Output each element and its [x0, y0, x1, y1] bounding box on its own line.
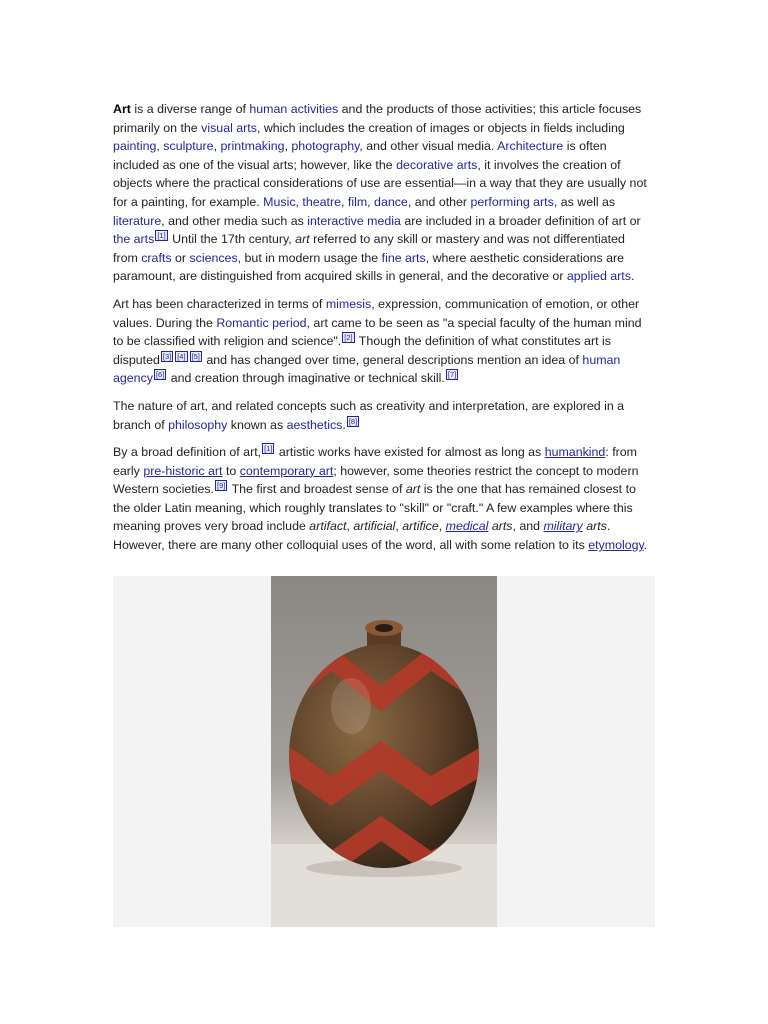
link-applied-arts[interactable]: applied arts: [566, 269, 631, 284]
link-sciences[interactable]: sciences: [189, 250, 238, 265]
text: is a diverse range of: [130, 102, 250, 116]
paragraph-4: [113, 443, 653, 555]
article-subject: Art: [113, 102, 131, 116]
citation-ref[interactable]: [9]: [217, 481, 226, 491]
text: to: [222, 463, 240, 478]
italic-text: artifice: [402, 519, 439, 534]
vessel-opening: [375, 624, 393, 632]
citation-ref[interactable]: [5]: [191, 351, 200, 361]
text: referred to any skill or mastery and was not differentiated from: [113, 232, 625, 265]
figure: [113, 576, 655, 927]
citation-ref[interactable]: [6]: [155, 370, 165, 380]
paragraph-3: [113, 397, 653, 434]
italic-text: art: [405, 482, 421, 497]
text: and the products of those activities; this article focuses primarily on the: [113, 102, 642, 135]
italic-text: artificial: [353, 519, 396, 534]
text: is the one that has remained closest to the older Latin meaning, which roughly translates to "skill" or "craft." A few examples where this meaning proves very broad include: [113, 482, 636, 534]
text: ,: [395, 519, 403, 534]
clay-vessel-image: [271, 576, 497, 927]
article-body: [113, 100, 653, 564]
text: are included in a broader definition of art or: [400, 213, 641, 228]
text: Art has been characterized in terms of: [113, 296, 326, 311]
text: Though the definition of what constitutes art is disputed: [113, 334, 611, 367]
link-music[interactable]: Music: [263, 194, 296, 209]
paragraph-1: [113, 100, 653, 286]
text: , expression, communication of emotion, or other values. During the: [113, 296, 640, 330]
link-sculpture[interactable]: sculpture: [163, 139, 214, 154]
link-the-arts[interactable]: the arts: [113, 232, 155, 247]
link-pre-historic-art[interactable]: pre-historic art: [143, 463, 223, 478]
text: , which includes the creation of images or objects in fields including: [256, 120, 625, 135]
text: : from early: [113, 445, 637, 478]
text: ,: [295, 194, 303, 209]
link-human-activities[interactable]: human activities: [249, 102, 339, 116]
link-printmaking[interactable]: printmaking: [220, 139, 285, 154]
text: is often included as one of the visual arts; however, like the: [113, 139, 607, 172]
link-theatre[interactable]: theatre: [302, 194, 341, 209]
italic-text: arts: [586, 519, 607, 534]
link-military[interactable]: military: [543, 519, 583, 534]
text: The nature of art, and related concepts such as creativity and interpretation, are explored in a branch of: [113, 398, 625, 432]
italic-text: artifact: [309, 519, 347, 534]
paragraph-2: [113, 295, 653, 388]
text: , where aesthetic considerations are paramount, are distinguished from acquired skills in general, and the decorative or: [113, 250, 625, 284]
citation-ref[interactable]: [4]: [177, 351, 186, 361]
text: The first and broadest sense of: [228, 482, 406, 497]
text: and creation through imaginative or technical skill.: [167, 371, 445, 386]
text: ,: [346, 519, 354, 534]
text: By a broad definition of art,: [113, 445, 262, 460]
text: , and other: [407, 194, 471, 209]
citation-ref[interactable]: [7]: [447, 370, 457, 380]
text: known as: [227, 417, 287, 432]
link-philosophy[interactable]: philosophy: [168, 417, 228, 432]
link-crafts[interactable]: crafts: [141, 250, 172, 265]
text: artistic works have existed for almost as long as: [275, 445, 545, 460]
text: , as well as: [553, 194, 616, 209]
link-performing-arts[interactable]: performing arts: [470, 194, 554, 209]
link-literature[interactable]: literature: [113, 213, 162, 228]
text: . However, there are many other colloquial uses of the word, all with some relation to its: [113, 519, 611, 553]
link-decorative-arts[interactable]: decorative arts: [396, 157, 478, 172]
text: , and other media such as: [161, 213, 308, 228]
text: ,: [284, 139, 292, 154]
citation-ref[interactable]: [3]: [162, 351, 172, 361]
link-humankind[interactable]: humankind: [544, 445, 606, 460]
link-visual-arts[interactable]: visual arts: [201, 120, 257, 135]
text: and has changed over time, general descriptions mention an idea of: [202, 352, 583, 367]
vessel-photo[interactable]: [271, 576, 497, 927]
link-medical[interactable]: medical: [445, 519, 489, 534]
text: .: [342, 417, 346, 432]
text: ,: [156, 139, 164, 154]
citation-ref[interactable]: [1]: [264, 444, 273, 454]
link-photography[interactable]: photography: [291, 139, 360, 154]
citation-ref[interactable]: [1]: [157, 231, 166, 241]
link-human-agency[interactable]: human agency: [113, 352, 621, 386]
citation-ref[interactable]: [8]: [348, 416, 358, 426]
link-mimesis[interactable]: mimesis: [325, 296, 372, 311]
link-painting[interactable]: painting: [113, 139, 157, 154]
italic-text: art: [295, 232, 310, 247]
citation-ref[interactable]: [2]: [344, 333, 353, 343]
link-aesthetics[interactable]: aesthetics: [286, 417, 343, 432]
text: , and: [512, 519, 544, 534]
text: , art came to be seen as "a special faculty of the human mind to be classified with religion and science".: [113, 315, 642, 349]
text: , it involves the creation of objects where the practical considerations of use are essential—in a way that they are usually not for a painting, for example.: [113, 157, 647, 209]
text: or: [171, 250, 190, 265]
link-interactive-media[interactable]: interactive media: [307, 213, 401, 228]
text: ,: [367, 194, 375, 209]
link-dance[interactable]: dance: [374, 194, 408, 209]
link-film[interactable]: film: [347, 194, 368, 209]
text: ,: [438, 519, 446, 534]
text: , and other visual media.: [359, 139, 498, 154]
link-architecture[interactable]: Architecture: [497, 139, 564, 154]
italic-text: arts: [491, 519, 513, 534]
text: .: [643, 538, 648, 553]
link-romantic-period[interactable]: Romantic period: [216, 315, 307, 330]
link-fine-arts[interactable]: fine arts: [381, 250, 426, 265]
text: Until the 17th century,: [168, 232, 296, 247]
text: ,: [213, 139, 221, 154]
link-etymology[interactable]: etymology: [588, 538, 644, 553]
text: ; however, some theories restrict the concept to modern Western societies.: [113, 463, 639, 497]
link-contemporary-art[interactable]: contemporary art: [239, 463, 334, 478]
text: , but in modern usage the: [237, 250, 382, 265]
text: .: [630, 269, 635, 284]
vessel-highlight: [331, 678, 371, 734]
text: ,: [340, 194, 348, 209]
